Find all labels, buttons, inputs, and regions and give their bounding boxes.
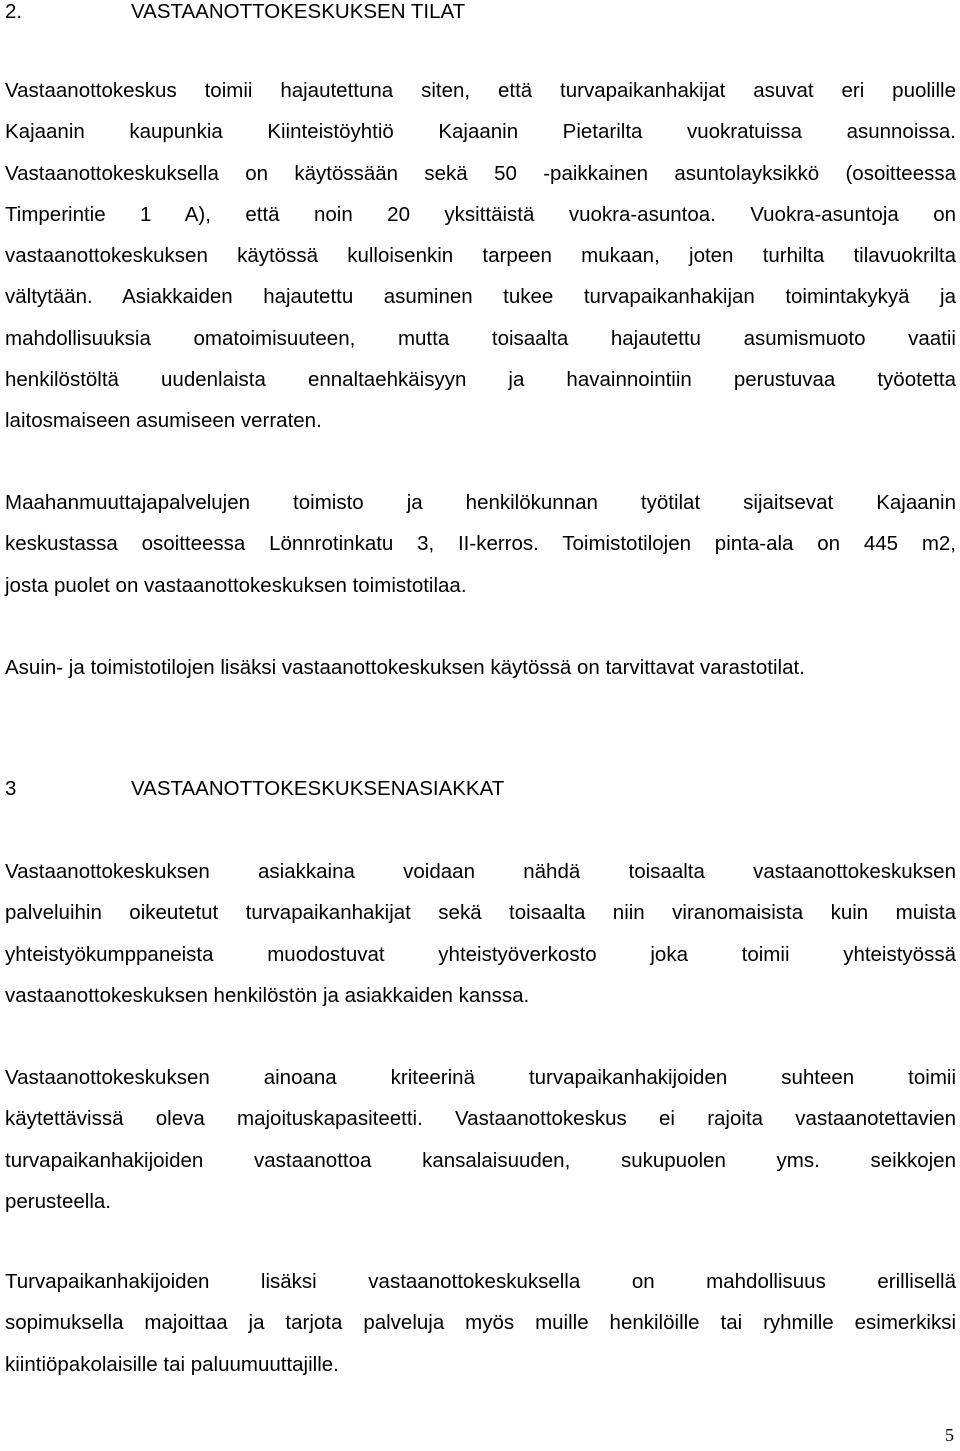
page-number: 5 [945, 1425, 954, 1445]
text-line: perusteella. [5, 1189, 111, 1213]
section-3-paragraph-2 [5, 1057, 956, 1222]
text-line: Kajaanin kaupunkia Kiinteistöyhtiö Kajaanin Pietarilta vuokratuissa asunnoissa. [5, 120, 956, 144]
section-2-title: VASTAANOTTOKESKUKSEN TILAT [131, 0, 466, 23]
text-line: Vastaanottokeskus toimii hajautettuna siten, että turvapaikanhakijat asuvat eri puolille [5, 79, 956, 102]
text-line: Vastaanottokeskuksella on käytössään sekä 50 -paikkainen asuntolayksikkö (osoitteessa [5, 161, 956, 185]
text-line: Vastaanottokeskuksen ainoana kriteerinä turvapaikanhakijoiden suhteen toimii [5, 1066, 956, 1089]
text-line: sopimuksella majoittaa ja tarjota palveluja myös muille henkilöille tai ryhmille esimerkiksi [5, 1311, 956, 1335]
section-3-number: 3 [5, 777, 17, 800]
text-line: Asuin- ja toimistotilojen lisäksi vastaanottokeskuksen käytössä on tarvittavat varastotilat. [5, 656, 805, 679]
section-2-paragraph-3 [5, 647, 956, 688]
text-line: josta puolet on vastaanottokeskuksen toimistotilaa. [5, 573, 467, 597]
text-line: mahdollisuuksia omatoimisuuteen, mutta toisaalta hajautettu asumismuoto vaatii [5, 326, 956, 350]
text-line: vastaanottokeskuksen käytössä kulloisenkin tarpeen mukaan, joten turhilta tilavuokrilta [5, 244, 956, 268]
text-line: kiintiöpakolaisille tai paluumuuttajille. [5, 1352, 339, 1376]
text-line: palveluihin oikeutetut turvapaikanhakijat sekä toisaalta niin viranomaisista kuin muista [5, 901, 956, 925]
text-line: yhteistyökumppaneista muodostuvat yhteistyöverkosto joka toimii yhteistyössä [5, 942, 956, 966]
text-line: henkilöstöltä uudenlaista ennaltaehkäisyyn ja havainnointiin perustuvaa työotetta [5, 368, 956, 392]
section-2-paragraph-1 [5, 70, 956, 442]
section-3-paragraph-1 [5, 851, 956, 1016]
text-line: vastaanottokeskuksen henkilöstön ja asiakkaiden kanssa. [5, 983, 530, 1007]
text-line: Vastaanottokeskuksen asiakkaina voidaan nähdä toisaalta vastaanottokeskuksen [5, 860, 956, 883]
section-3-title: VASTAANOTTOKESKUKSENASIAKKAT [131, 777, 505, 800]
text-line: Turvapaikanhakijoiden lisäksi vastaanottokeskuksella on mahdollisuus erillisellä [5, 1270, 956, 1293]
text-line: vältytään. Asiakkaiden hajautettu asuminen tukee turvapaikanhakijan toimintakykyä ja [5, 285, 956, 309]
section-3-paragraph-3 [5, 1261, 956, 1385]
section-2-paragraph-2 [5, 482, 956, 606]
section-2-heading [5, 0, 956, 24]
text-line: Maahanmuuttajapalvelujen toimisto ja henkilökunnan työtilat sijaitsevat Kajaanin [5, 491, 956, 514]
section-3-heading [5, 777, 956, 801]
text-line: turvapaikanhakijoiden vastaanottoa kansalaisuuden, sukupuolen yms. seikkojen [5, 1148, 956, 1172]
text-line: keskustassa osoitteessa Lönnrotinkatu 3, II-kerros. Toimistotilojen pinta-ala on 445 m2, [5, 532, 956, 556]
text-line: käytettävissä oleva majoituskapasiteetti. Vastaanottokeskus ei rajoita vastaanotettavien [5, 1107, 956, 1131]
text-line: laitosmaiseen asumiseen verraten. [5, 409, 322, 433]
text-line: Timperintie 1 A), että noin 20 yksittäistä vuokra-asuntoa. Vuokra-asuntoja on [5, 202, 956, 226]
section-2-number: 2. [5, 0, 23, 23]
